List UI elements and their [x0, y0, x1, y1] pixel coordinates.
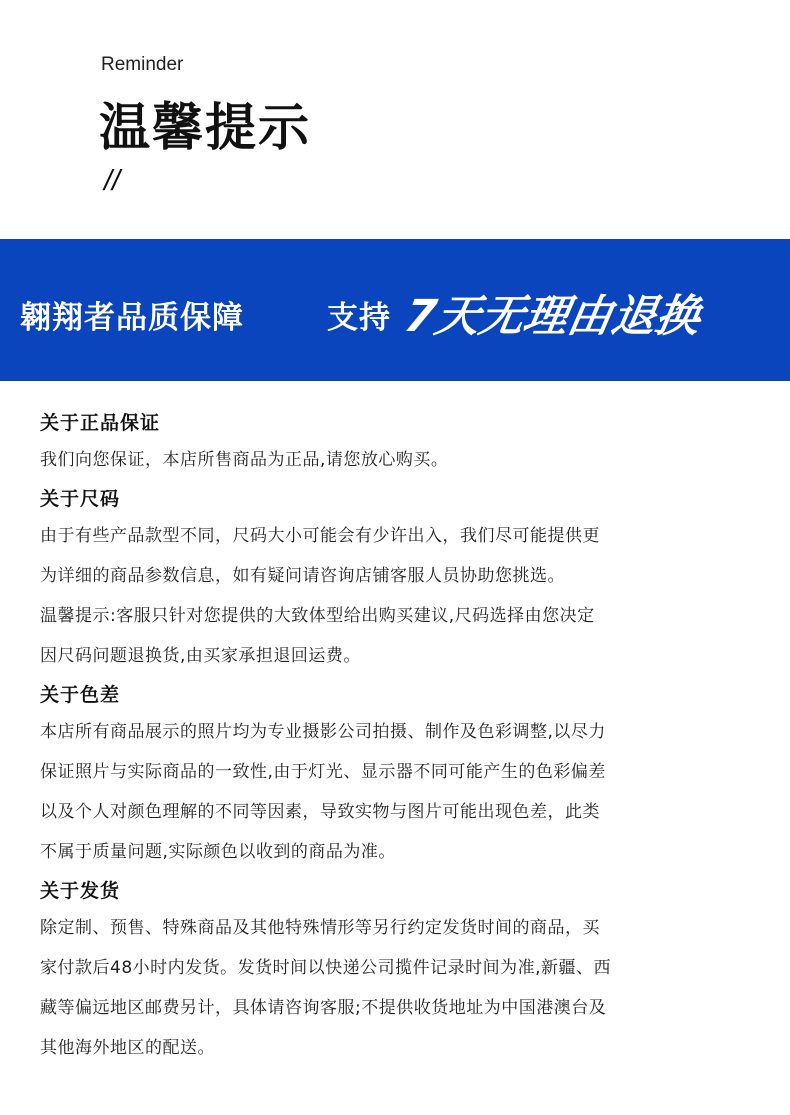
paragraph-line: 由于有些产品款型不同，尺码大小可能会有少许出入，我们尽可能提供更	[40, 526, 600, 546]
paragraph-line: 为详细的商品参数信息，如有疑问请咨询店铺客服人员协助您挑选。	[40, 566, 565, 586]
paragraph-line: 我们向您保证，本店所售商品为正品,请您放心购买。	[40, 450, 449, 470]
paragraph-line: 因尺码问题退换货,由买家承担退回运费。	[40, 646, 361, 666]
paragraph-line: 保证照片与实际商品的一致性,由于灯光、显示器不同可能产生的色彩偏差	[40, 762, 606, 782]
section-sizing	[40, 482, 760, 676]
paragraph-line: 家付款后48小时内发货。发货时间以快递公司揽件记录时间为准,新疆、西	[40, 958, 612, 978]
paragraph-line: 本店所有商品展示的照片均为专业摄影公司拍摄、制作及色彩调整,以尽力	[40, 722, 606, 742]
header-title: 温馨提示	[99, 99, 312, 158]
paragraph-line: 温馨提示:客服只针对您提供的大致体型给出购买建议,尺码选择由您决定	[40, 606, 595, 626]
banner-return-policy: 7天无理由退换	[400, 291, 705, 342]
section-shipping	[40, 874, 760, 1068]
section-title: 关于发货	[40, 880, 121, 902]
guarantee-banner	[0, 239, 790, 381]
header-subtitle-en: Reminder	[101, 54, 184, 75]
section-title: 关于尺码	[40, 488, 121, 510]
paragraph-line: 以及个人对颜色理解的不同等因素，导致实物与图片可能出现色差，此类	[40, 802, 600, 822]
banner-support-prefix: 支持	[327, 300, 391, 336]
section-title: 关于色差	[40, 684, 121, 706]
notice-content	[40, 406, 760, 1068]
header-slash-decoration: //	[104, 165, 121, 197]
paragraph-line: 不属于质量问题,实际颜色以收到的商品为准。	[40, 842, 396, 862]
paragraph-line: 除定制、预售、特殊商品及其他特殊情形等另行约定发货时间的商品，买	[40, 918, 600, 938]
paragraph-line: 藏等偏远地区邮费另计，具体请咨询客服;不提供收货地址为中国港澳台及	[40, 998, 607, 1018]
section-color-difference	[40, 678, 760, 872]
section-authenticity	[40, 406, 760, 480]
paragraph-line: 其他海外地区的配送。	[40, 1038, 215, 1058]
banner-brand-guarantee: 翱翔者品质保障	[20, 300, 244, 336]
section-title: 关于正品保证	[40, 412, 161, 434]
